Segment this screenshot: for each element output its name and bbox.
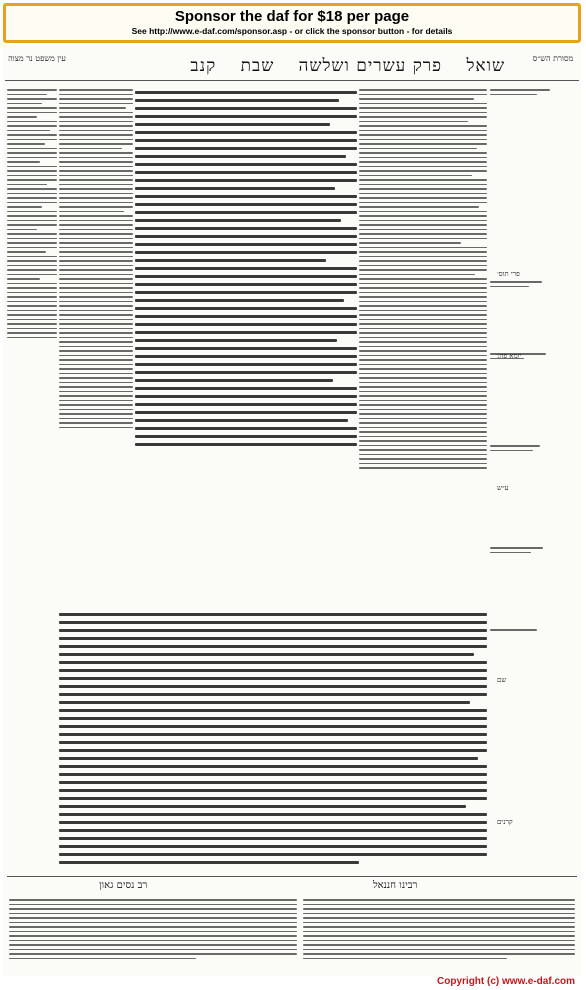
right-margin-notes [490, 86, 576, 906]
margin-note-5: קרנים [497, 818, 513, 826]
copyright-footer[interactable] [3, 976, 581, 990]
margin-note-4: שם [497, 676, 507, 684]
copyright-text[interactable]: Copyright (c) www.e-daf.com [437, 976, 575, 987]
margin-note-2: יומא פה: [497, 352, 522, 360]
tosafot-commentary-column [59, 86, 133, 556]
margin-note-3: ע״ש [497, 484, 509, 492]
rav-nissim-gaon-text [9, 896, 297, 974]
chapter-title: שואל [466, 56, 505, 76]
commentary-divider [7, 876, 577, 877]
ein-mishpat-label: עין משפט נר מצוה [8, 54, 66, 63]
margin-note-1: פרי תוס׳ [497, 270, 520, 278]
running-head [105, 56, 505, 76]
masoret-hashas-label: מסורת הש״ס [532, 54, 574, 63]
rabbeinu-chananel-title: רבינו חננאל [373, 880, 418, 891]
sponsor-title[interactable]: Sponsor the daf for $18 per page [174, 8, 410, 25]
chapter-name: פרק עשרים ושלשה [298, 56, 443, 76]
sponsor-subtitle[interactable]: See http://www.e-daf.com/sponsor.asp - or click the sponsor button - for details [131, 26, 453, 36]
talmud-page [3, 46, 581, 976]
folio-number: קנב [190, 56, 217, 76]
rav-nissim-gaon-title: רב נסים גאון [99, 880, 148, 891]
gemara-continuation [59, 608, 487, 870]
sponsor-banner[interactable] [3, 3, 581, 43]
tractate-name: שבת [240, 56, 275, 76]
rashi-commentary-column [359, 86, 487, 604]
left-margin-notes [7, 86, 57, 506]
header-rule [5, 80, 579, 81]
rabbeinu-chananel-text [303, 896, 575, 974]
gemara-column [135, 86, 357, 604]
